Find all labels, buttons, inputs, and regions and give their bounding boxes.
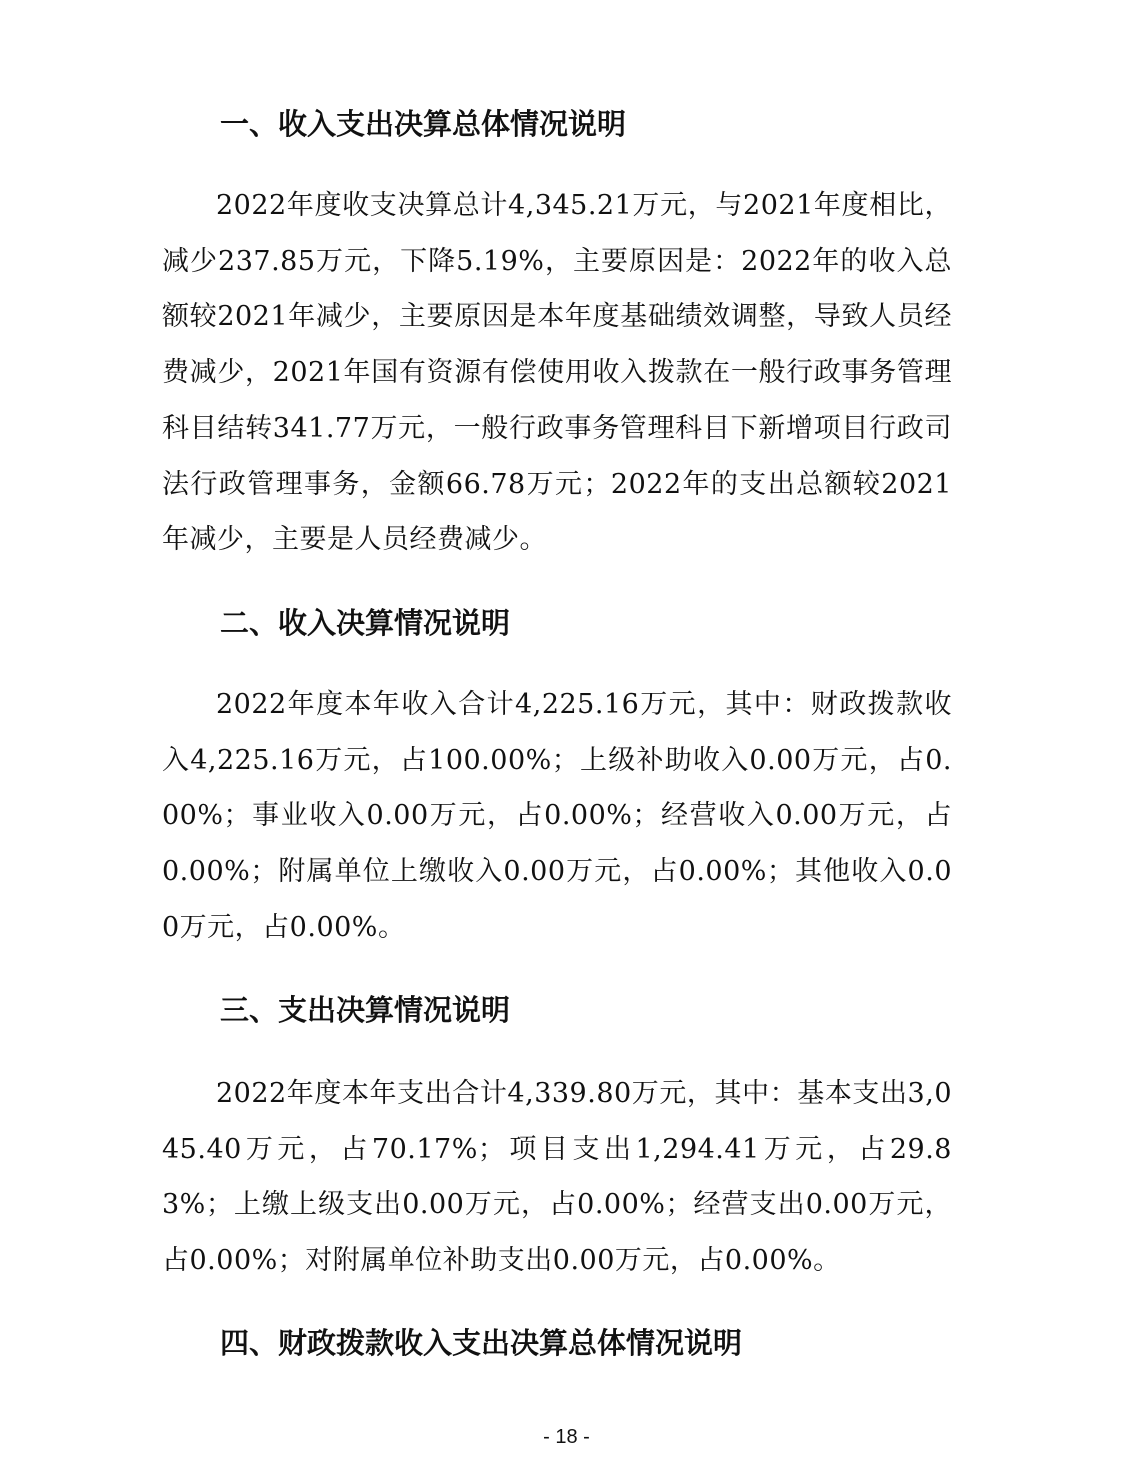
section-3-body: 2022年度本年支出合计4,339.80万元，其中：基本支出3,045.40万元，占70.17%；项目支出1,294.41万元，占29.83%；上缴上级支出0.00万元，占0.00%；经营支出0.00万元，占0.00%；对附属单位补助支出0.00万元，占0.00%。 [162,1078,952,1277]
section-3-heading: 三、支出决算情况说明 [220,993,511,1027]
section-1-body: 2022年度收支决算总计4,345.21万元，与2021年度相比，减少237.85万元，下降5.19%，主要原因是：2022年的收入总额较2021年减少，主要原因是本年度基础绩效调整，导致人员经费减少，2021年国有资源有偿使用收入拨款在一般行政事务管理科目结转341.77万元，一般行政事务管理科目下新增项目行政司法行政管理事务，金额66.78万元；2022年的支出总额较2021年减少，主要是人员经费减少。 [162,190,952,556]
page-number: - 18 - [543,1426,590,1448]
section-2-heading: 二、收入决算情况说明 [220,606,511,640]
section-2-body: 2022年度本年收入合计4,225.16万元，其中：财政拨款收入4,225.16万元，占100.00%；上级补助收入0.00万元，占0.00%；事业收入0.00万元，占0.00%；经营收入0.00万元，占0.00%；附属单位上缴收入0.00万元，占0.00%；其他收入0.00万元，占0.00%。 [162,689,952,943]
section-1-heading: 一、收入支出决算总体情况说明 [220,107,627,141]
section-4-heading: 四、财政拨款收入支出决算总体情况说明 [220,1326,743,1360]
